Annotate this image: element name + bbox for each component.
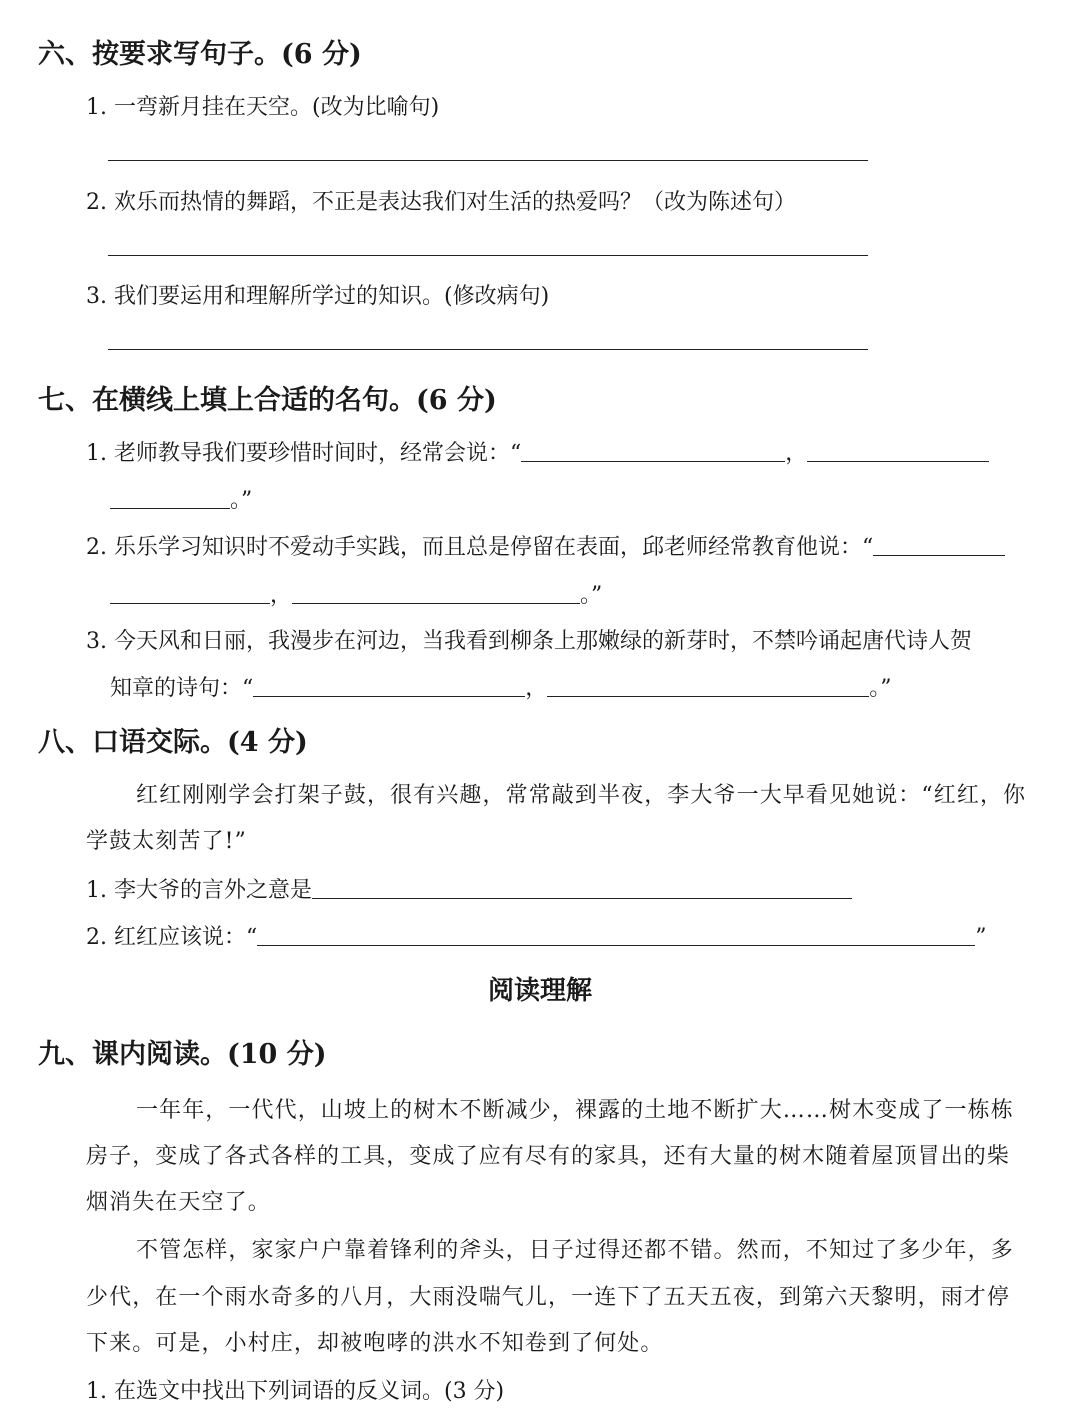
- s7-question-2: [86, 530, 1005, 561]
- quote-end: 。”: [580, 583, 603, 608]
- reading-section-heading: 阅读理解: [487, 976, 592, 1006]
- comma: ，: [270, 583, 293, 608]
- s9-question-1: 1. 在选文中找出下列词语的反义词。(3 分): [86, 1379, 505, 1404]
- s9-p1-line-3: 烟消失在天空了。: [86, 1190, 271, 1215]
- s7-q3-text: 知章的诗句：“: [110, 676, 254, 701]
- quote-end: 。”: [230, 488, 253, 513]
- comma: ，: [785, 441, 808, 466]
- s8-paragraph-line-2: 学鼓太刻苦了!”: [86, 829, 247, 854]
- s9-p1-line-2: 房子，变成了各式各样的工具，变成了应有尽有的家具，还有大量的树木随着屋顶冒出的柴: [86, 1144, 1011, 1169]
- s8-q2-text: 2. 红红应该说：“: [86, 925, 258, 950]
- s7-question-1-cont: [110, 483, 252, 514]
- s9-p2-line-2: 少代，在一个雨水奇多的八月，大雨没喘气儿，一连下了五天五夜，到第六天黎明，雨才停: [86, 1285, 1011, 1310]
- s7-q3-blank-2[interactable]: [547, 674, 869, 697]
- s7-q2-blank-3[interactable]: [292, 581, 580, 604]
- s6-answer-line-2[interactable]: [108, 255, 868, 256]
- s6-question-3: 3. 我们要运用和理解所学过的知识。(修改病句): [86, 284, 550, 309]
- s9-p1-line-1: 一年年，一代代，山坡上的树木不断减少，裸露的土地不断扩大……树木变成了一栋栋: [136, 1098, 1014, 1123]
- s8-q1-blank[interactable]: [312, 876, 852, 899]
- s8-paragraph-line-1: 红红刚刚学会打架子鼓，很有兴趣，常常敲到半夜，李大爷一大早看见她说：“红红，你: [136, 783, 1027, 808]
- s6-question-2: 2. 欢乐而热情的舞蹈，不正是表达我们对生活的热爱吗？（改为陈述句）: [86, 190, 796, 215]
- s7-q1-blank-2[interactable]: [807, 439, 989, 462]
- quote-end: 。”: [869, 676, 892, 701]
- s7-q2-blank-1[interactable]: [873, 533, 1005, 556]
- s7-q2-blank-2[interactable]: [110, 581, 270, 604]
- s6-answer-line-3[interactable]: [108, 349, 868, 350]
- s9-p2-line-3: 下来。可是，小村庄，却被咆哮的洪水不知卷到了何处。: [86, 1331, 664, 1356]
- section-8-title: 八、口语交际。(4 分): [38, 727, 308, 758]
- section-7-title: 七、在横线上填上合适的名句。(6 分): [38, 385, 497, 416]
- s9-p2-line-1: 不管怎样，家家户户靠着锋利的斧头，日子过得还都不错。然而，不知过了多少年，多: [136, 1238, 1014, 1263]
- s8-q2-blank[interactable]: [257, 923, 975, 946]
- s8-question-2: [86, 920, 986, 951]
- s7-q3-blank-1[interactable]: [253, 674, 525, 697]
- s7-q2-text: 2. 乐乐学习知识时不爱动手实践，而且总是停留在表面，邱老师经常教育他说：“: [86, 535, 874, 560]
- s7-question-1: [86, 436, 989, 467]
- s7-question-2-cont: [110, 578, 602, 609]
- s7-q1-blank-3[interactable]: [110, 486, 230, 509]
- section-6-title: 六、按要求写句子。(6 分): [38, 39, 362, 70]
- s8-q1-text: 1. 李大爷的言外之意是: [86, 878, 312, 903]
- s8-question-1: [86, 873, 852, 904]
- s6-answer-line-1[interactable]: [108, 160, 868, 161]
- s7-q1-text: 1. 老师教导我们要珍惜时间时，经常会说：“: [86, 441, 522, 466]
- s7-question-3-cont: [110, 671, 892, 702]
- s7-question-3: 3. 今天风和日丽，我漫步在河边，当我看到柳条上那嫩绿的新芽时，不禁吟诵起唐代诗人贺: [86, 629, 972, 654]
- s6-question-1: 1. 一弯新月挂在天空。(改为比喻句): [86, 95, 440, 120]
- s7-q1-blank-1[interactable]: [521, 439, 785, 462]
- quote-close: ”: [975, 925, 987, 950]
- comma: ，: [525, 676, 548, 701]
- section-9-title: 九、课内阅读。(10 分): [38, 1039, 327, 1070]
